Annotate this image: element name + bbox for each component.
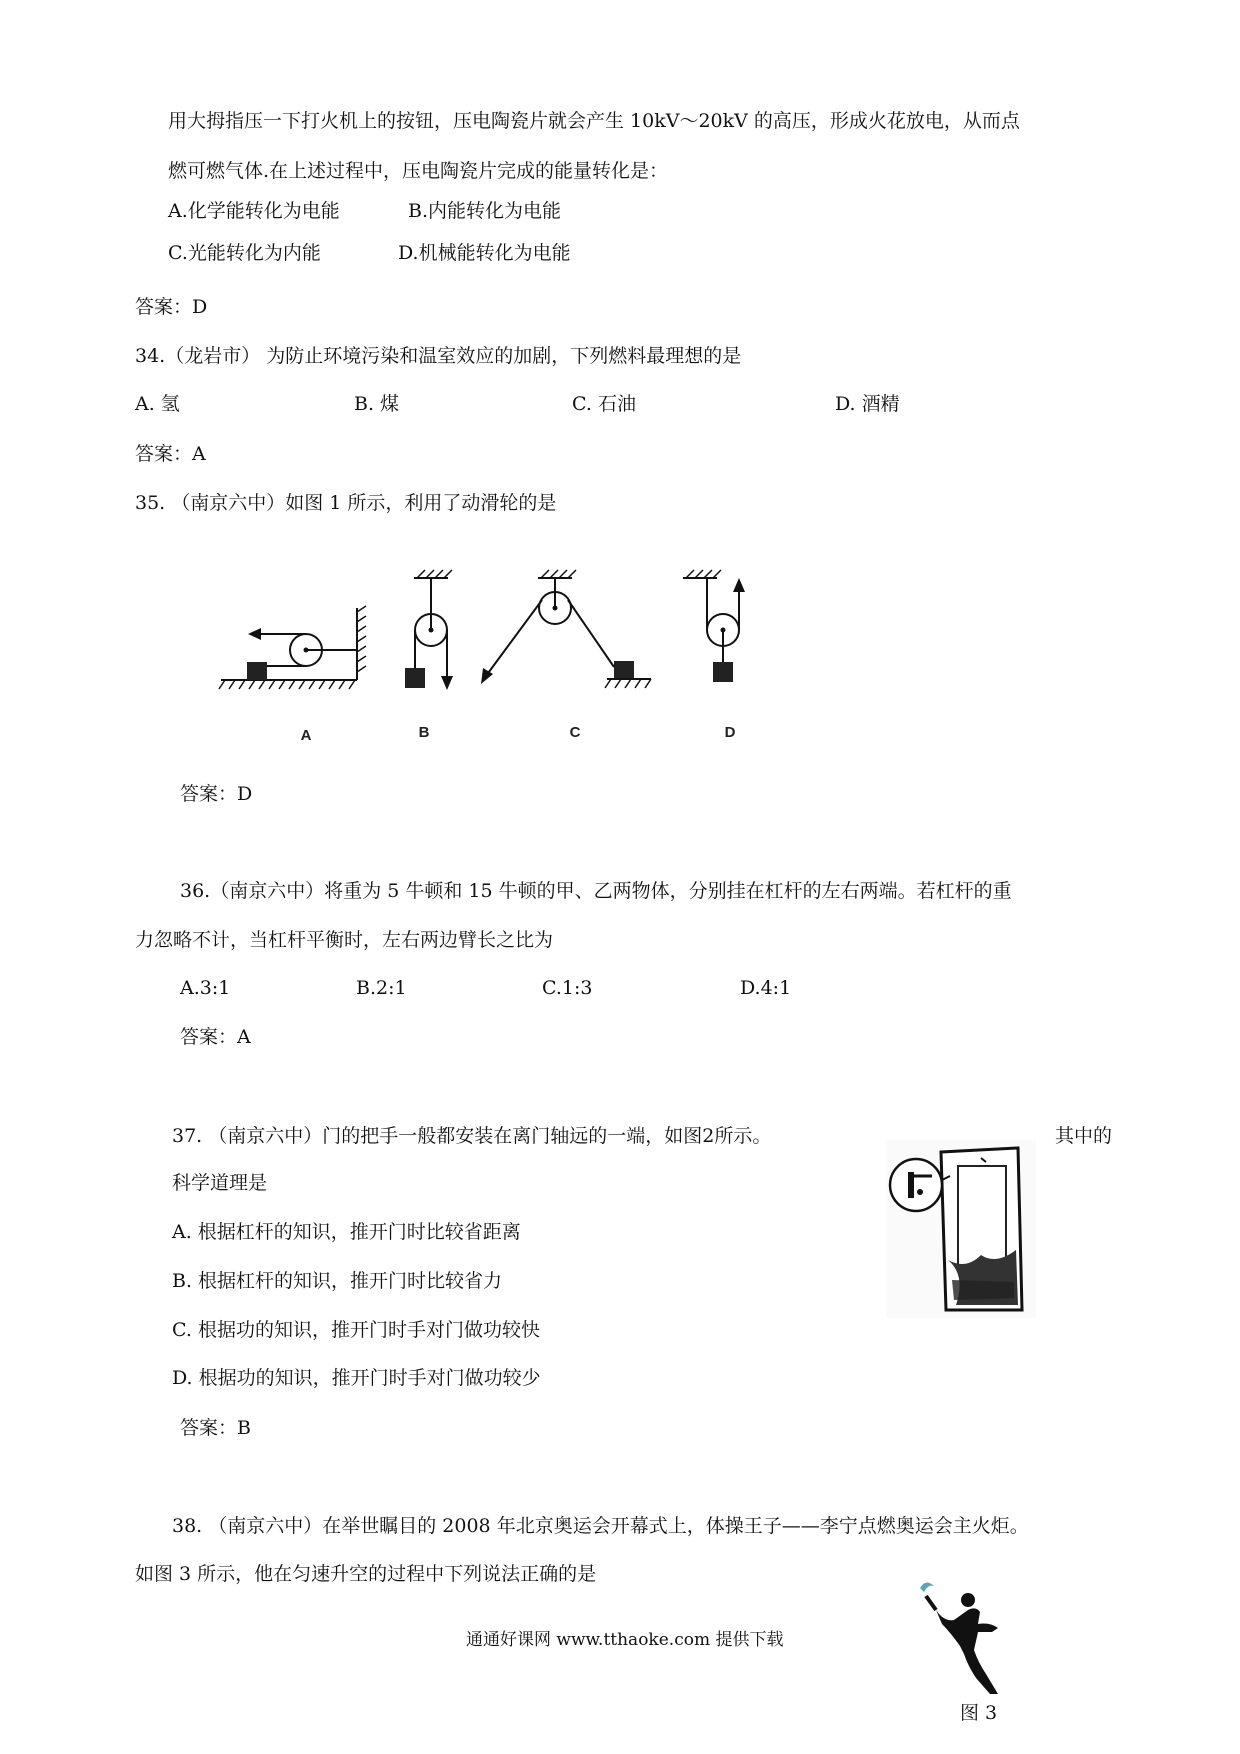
silhouette-image	[906, 1562, 1026, 1697]
figure-label-b: B	[418, 724, 430, 741]
pulley-a	[219, 606, 366, 689]
q37-stem: 37. （南京六中）门的把手一般都安装在离门轴远的一端，如图2所示。	[172, 1125, 772, 1147]
q35-stem: 35. （南京六中）如图 1 所示，利用了动滑轮的是	[135, 492, 557, 514]
q34-option-a: A. 氢	[135, 393, 180, 415]
q33-line1: 用大拇指压一下打火机上的按钮，压电陶瓷片就会产生 10kV～20kV 的高压，形成火花放电，从而点	[168, 110, 1020, 132]
door-illustration	[886, 1140, 1036, 1318]
q34-option-d: D. 酒精	[835, 393, 900, 415]
pulley-diagram	[211, 550, 755, 750]
figure-3-torch-bearer	[906, 1562, 1026, 1697]
q33-option-b: B.内能转化为电能	[408, 200, 562, 222]
q36-line1: 36.（南京六中）将重为 5 牛顿和 15 牛顿的甲、乙两物体，分别挂在杠杆的左右两端。若杠杆的重	[180, 880, 1012, 902]
q38-line1: 38. （南京六中）在举世瞩目的 2008 年北京奥运会开幕式上，体操王子——李宁点燃奥运会主火炬。	[172, 1515, 1029, 1537]
page-footer: 通通好课网 www.tthaoke.com 提供下载	[466, 1630, 784, 1650]
q37-answer: 答案：B	[180, 1417, 251, 1439]
q37-option-c: C. 根据功的知识，推开门时手对门做功较快	[172, 1319, 540, 1341]
q36-option-c: C.1:3	[542, 977, 593, 999]
figure-3-caption: 图 3	[960, 1702, 998, 1724]
q34-option-c: C. 石油	[572, 393, 636, 415]
figure-label-a: A	[300, 727, 312, 744]
figure-2-door	[886, 1140, 1036, 1318]
pulley-d	[683, 570, 739, 682]
q34-option-b: B. 煤	[354, 393, 400, 415]
q33-option-d: D.机械能转化为电能	[398, 242, 571, 264]
q34-answer: 答案：A	[135, 443, 206, 465]
q35-answer: 答案：D	[180, 783, 253, 805]
q37-stem-tail: 其中的	[1055, 1125, 1113, 1147]
q36-option-a: A.3:1	[180, 977, 231, 999]
q36-option-d: D.4:1	[740, 977, 792, 999]
q37-line2: 科学道理是	[172, 1172, 268, 1194]
q36-option-b: B.2:1	[356, 977, 407, 999]
q36-line2: 力忽略不计，当杠杆平衡时，左右两边臂长之比为	[135, 929, 554, 951]
q37-option-a: A. 根据杠杆的知识，推开门时比较省距离	[172, 1221, 521, 1243]
pulley-c	[483, 570, 651, 688]
q34-stem: 34.（龙岩市） 为防止环境污染和温室效应的加剧，下列燃料最理想的是	[135, 345, 742, 367]
q33-line2: 燃可燃气体.在上述过程中，压电陶瓷片完成的能量转化是：	[168, 160, 669, 182]
q38-line2: 如图 3 所示，他在匀速升空的过程中下列说法正确的是	[135, 1563, 597, 1585]
q36-answer: 答案：A	[180, 1026, 251, 1048]
q33-option-c: C.光能转化为内能	[168, 242, 321, 264]
figure-1-pulleys	[211, 550, 755, 750]
q37-option-b: B. 根据杠杆的知识，推开门时比较省力	[172, 1270, 503, 1292]
q37-option-d: D. 根据功的知识，推开门时手对门做功较少	[172, 1367, 541, 1389]
q33-answer: 答案：D	[135, 296, 208, 318]
figure-label-d: D	[724, 724, 736, 741]
figure-label-c: C	[569, 724, 581, 741]
q33-option-a: A.化学能转化为电能	[168, 200, 340, 222]
pulley-b	[405, 570, 452, 688]
